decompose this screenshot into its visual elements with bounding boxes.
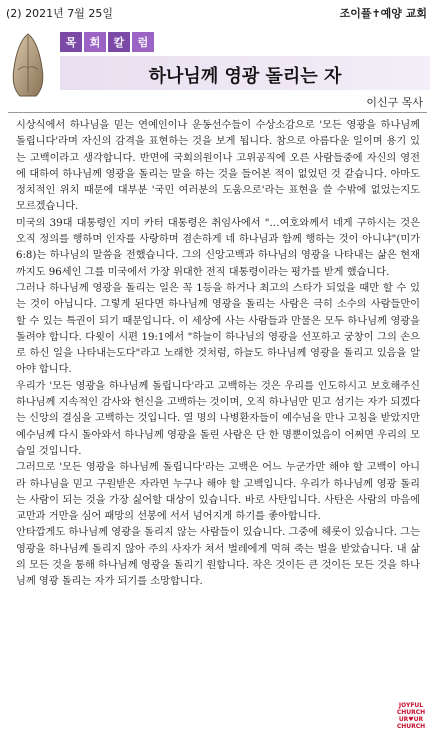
logo-line: CHURCH <box>396 709 426 716</box>
column-label-char: 럼 <box>132 32 154 52</box>
column-label <box>60 32 154 52</box>
column-label-char: 회 <box>84 32 106 52</box>
divider <box>8 112 427 113</box>
article-author: 이신구 목사 <box>366 96 423 109</box>
church-name: 조이플✝예양 교회 <box>339 7 427 20</box>
paragraph: 그러나 하나님께 영광을 돌리는 일은 꼭 1등을 하거나 최고의 스타가 되었을 때만 할 수 있는 것이 아닙니다. 그렇게 된다면 하나님께 영광을 돌리는 사람은 극히 소수의 사람들만이 할 수 있는 특권이 되기 때문입니다. 이 세상에 사는 사람들과 만물은 모두 하나님께 영광을 돌려야 합니다. 다윗이 시편 19:1에서 "하늘이 하나님의 영광을 선포하고 궁창이 그의 손으로 하신 일을 나타내는도다"라고 노래한 것처럼, 하늘도 하나님께 영광을 돌리고 있음을 알아야 합니다. <box>16 282 420 376</box>
title-band <box>60 56 430 90</box>
page-date: (2) 2021년 7월 25일 <box>6 7 113 20</box>
column-label-char: 칼 <box>108 32 130 52</box>
church-logo <box>391 702 431 746</box>
paragraph: 우리가 '모든 영광을 하나님께 돌립니다'라고 고백하는 것은 우리를 인도하시고 보호해주신 하나님께 지속적인 감사와 헌신을 고백하는 것이며, 오직 하나님만 믿고 섬기는 자가 되겠다는 신앙의 결심을 고백하는 것입니다. 열 명의 나병환자들이 예수님을 만나 고침을 받았지만 예수님께 다시 돌아와서 하나님께 영광을 돌린 사람은 단 한 명뿐이었음이 어쩌면 우리의 모습일 것입니다. <box>16 380 420 457</box>
paragraph: 시상식에서 하나님을 믿는 연예인이나 운동선수들이 수상소감으로 '모든 영광을 하나님께 돌립니다'라며 자신의 감격을 표현하는 것을 보게 됩니다. 참으로 아름다운 일이며 용기 있는 고백이라고 생각합니다. 반면에 국회의원이나 고위공직에 오른 사람들중에 자신의 영전에 대하여 하나님께 영광을 돌리는 말을 하는 것을 들어본 적이 없었던 것 같습니다. 아마도 정치적인 위치 때문에 대부분 '국민 여러분의 도움으로'라는 표현을 쓸 수밖에 없었는지도 모르겠습니다. <box>16 120 420 213</box>
logo-line: JOYFUL <box>398 702 424 709</box>
logo-line: CHURCH <box>396 723 426 730</box>
paragraph: 안타깝게도 하나님께 영광을 돌리지 않는 사람들이 있습니다. 그중에 헤롯이 있습니다. 그는 영광을 하나님께 돌리지 않아 주의 사자가 쳐서 벌레에게 먹혀 죽는 벌을 받았습니다. 내 삶의 모든 것을 통해 하나님께 영광을 돌리기 원합니다. 작은 것이든 큰 것이든 모든 것을 하나님께 영광 돌리는 자가 되기를 소망합니다. <box>16 527 420 588</box>
article-title: 하나님께 영광 돌리는 자 <box>148 66 342 87</box>
page-header <box>6 4 429 22</box>
article-body <box>16 118 420 591</box>
paragraph: 그러므로 '모든 영광을 하나님께 돌립니다'라는 고백은 어느 누군가만 해야 할 고백이 아니라 하나님을 믿고 구원받은 자라면 누구나 해야 할 고백입니다. 우리가 하나님께 영광 돌리는 사람이 되는 것을 가장 싫어할 대상이 있습니다. 바로 사탄입니다. 사탄은 사람의 마음에 교만과 거만을 심어 패망의 선봉에 서서 넘어지게 하기를 좋아합니다. <box>16 462 420 523</box>
paragraph: 미국의 39대 대통령인 지미 카터 대통령은 취임사에서 "…여호와께서 네게 구하시는 것은 오직 정의를 행하며 인자를 사랑하며 겸손하게 네 하나님과 함께 행하는 것이 아니냐"(미가 6:8)는 하나님의 말씀을 전했습니다. 그의 신앙고백과 하나님의 영광을 나타내는 삶은 현재까지도 96세인 그를 미국에서 가장 위대한 전직 대통령이라는 평가를 받게 했습니다. <box>16 217 420 278</box>
column-banner <box>4 22 431 112</box>
column-label-char: 목 <box>60 32 82 52</box>
logo-line: UR♥UR <box>398 716 424 723</box>
praying-hands-icon <box>6 30 50 100</box>
